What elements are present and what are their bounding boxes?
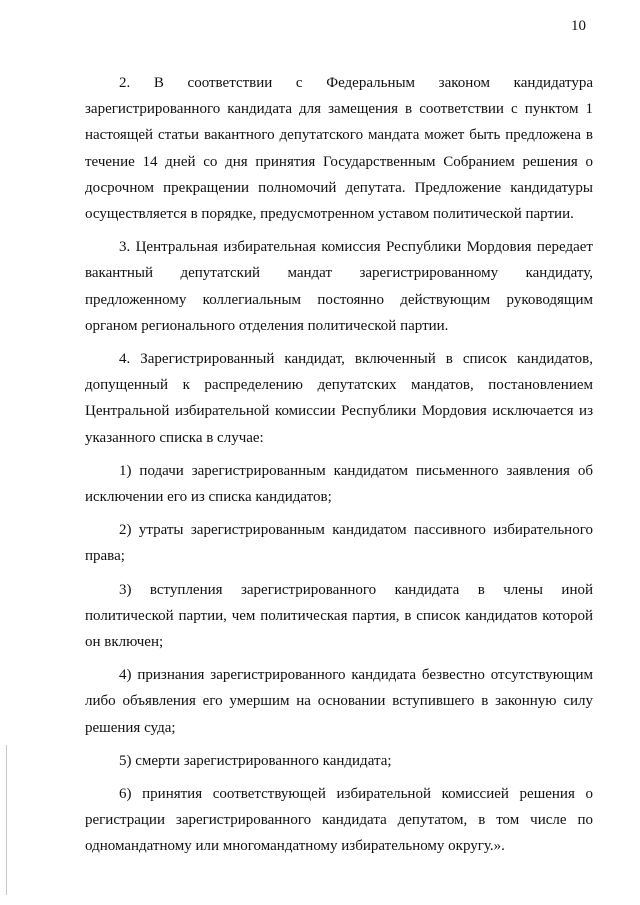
scan-edge-line bbox=[6, 745, 7, 895]
paragraph-3: 3. Центральная избирательная комиссия Республики Мордовия передает вакантный депутатский мандат зарегистрированному кандидату, предложенному коллегиальным постоянно действующим руководящим органом регионального отделения политической партии. bbox=[85, 239, 593, 334]
list-item-2: 2) утраты зарегистрированным кандидатом пассивного избирательного права; bbox=[85, 522, 593, 565]
list-item-3: 3) вступления зарегистрированного кандидата в члены иной политической партии, чем политическая партия, в список кандидатов которой он включен; bbox=[85, 581, 593, 651]
page-number: 10 bbox=[571, 18, 586, 34]
list-item-1: 1) подачи зарегистрированным кандидатом письменного заявления об исключении его из списка кандидатов; bbox=[85, 462, 593, 506]
paragraph-4: 4. Зарегистрированный кандидат, включенный в список кандидатов, допущенный к распределению депутатских мандатов, постановлением Центральной избирательной комиссии Республики Мордовия исключается из указанного списка в случае: bbox=[85, 351, 593, 446]
paragraph-2: 2. В соответствии с Федеральным законом кандидатура зарегистрированного кандидата для замещения в соответствии с пунктом 1 настоящей статьи вакантного депутатского мандата может быть предложена в течение 14 дней со дня принятия Государственным Собранием решения о досрочном прекращении полномочий депутата. Предложение кандидатуры осуществляется в порядке, предусмотренном уставом политической партии. bbox=[85, 75, 593, 223]
list-item-6: 6) принятия соответствующей избирательной комиссией решения о регистрации зарегистрированного кандидата депутатом, в том числе по одномандатному или многомандатному избирательному округу.». bbox=[85, 786, 593, 855]
list-item-4: 4) признания зарегистрированного кандидата безвестно отсутствующим либо объявления его умершим на основании вступившего в законную силу решения суда; bbox=[85, 667, 593, 736]
list-item-5: 5) смерти зарегистрированного кандидата; bbox=[119, 752, 392, 769]
document-body bbox=[85, 70, 593, 867]
